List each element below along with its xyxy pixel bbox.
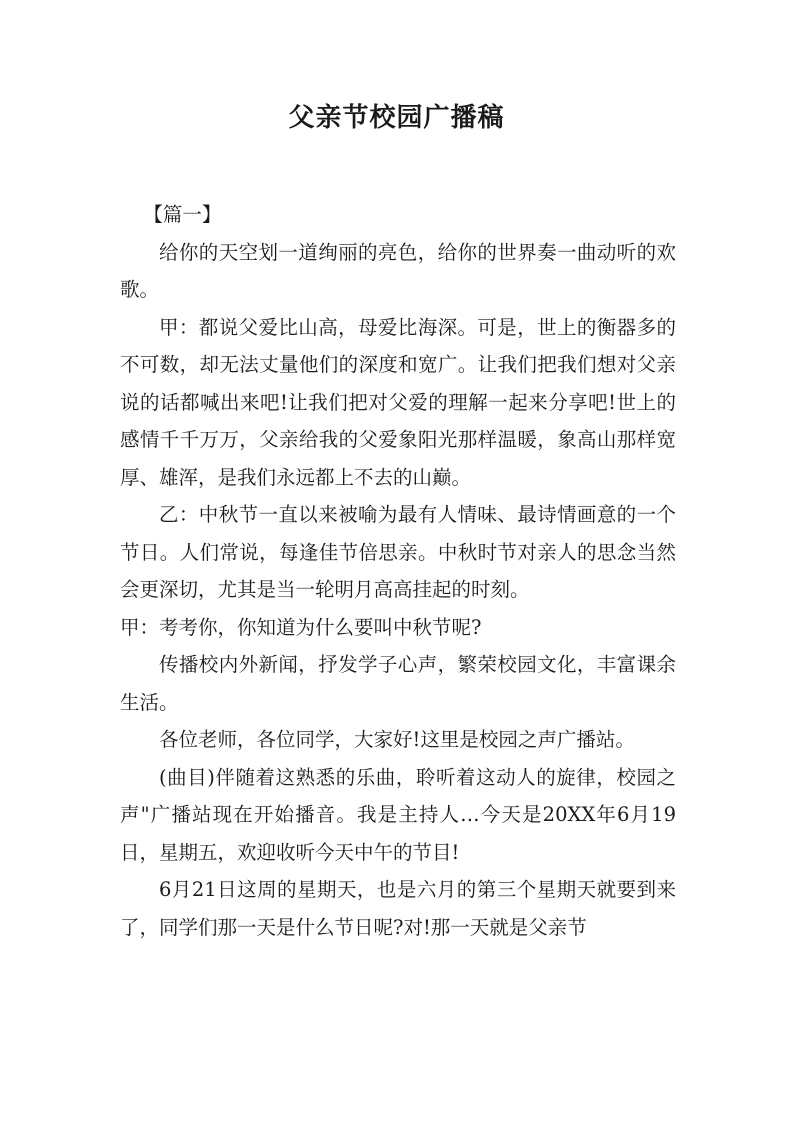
paragraph-jia-2: 甲：考考你，你知道为什么要叫中秋节呢? — [120, 615, 482, 639]
paragraph-greeting: 各位老师，各位同学，大家好!这里是校园之声广播站。 — [159, 728, 635, 751]
paragraph-intro: 给你的天空划一道绚丽的亮色，给你的世界奏一曲动听的欢歌。 — [120, 240, 676, 301]
document-body — [120, 196, 676, 946]
paragraph-news: 传播校内外新闻，抒发学子心声，繁荣校园文化，丰富课余生活。 — [120, 653, 676, 714]
paragraph-jia-1: 甲：都说父爱比山高，母爱比海深。可是，世上的衡器多的不可数，却无法丈量他们的深度和宽广。让我们把我们想对父亲说的话都喊出来吧!让我们把对父爱的理解一起来分享吧!世上的感情千千万万，父亲给我的父爱象阳光那样温暖，象高山那样宽厚、雄浑，是我们永远都上不去的山巅。 — [120, 315, 676, 489]
section-heading: 【篇一】 — [143, 203, 222, 226]
paragraph-yi-1: 乙：中秋节一直以来被喻为最有人情味、最诗情画意的一个节日。人们常说，每逢佳节倍思亲。中秋时节对亲人的思念当然会更深切，尤其是当一轮明月高高挂起的时刻。 — [120, 503, 676, 601]
page-title: 父亲节校园广播稿 — [288, 103, 505, 133]
paragraph-fathers-day: 6月21日这周的星期天，也是六月的第三个星期天就要到来了，同学们那一天是什么节日呢?对!那一天就是父亲节 — [120, 878, 676, 939]
paragraph-music: (曲目)伴随着这熟悉的乐曲，聆听着这动人的旋律，校园之声"广播站现在开始播音。我是主持人…今天是20XX年6月19日，星期五，欢迎收听今天中午的节目! — [120, 765, 676, 864]
